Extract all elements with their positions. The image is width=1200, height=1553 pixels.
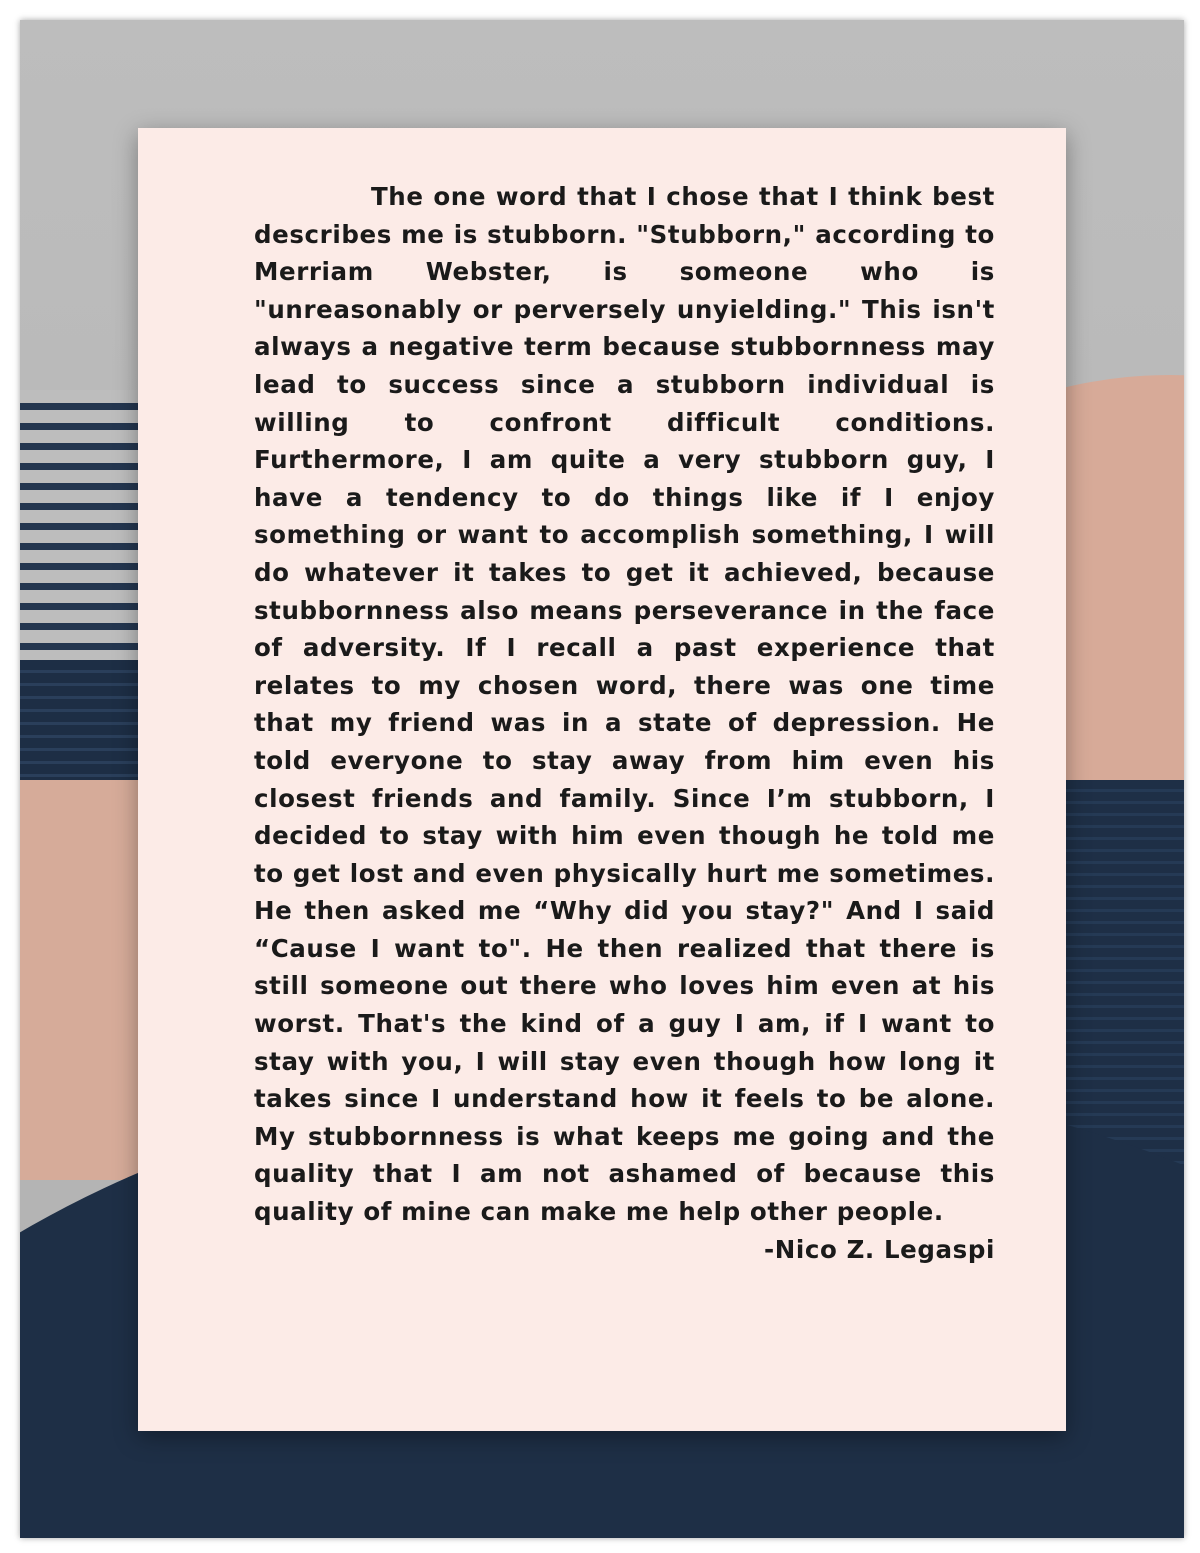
essay-signature: -Nico Z. Legaspi [764, 1234, 995, 1264]
essay-paper [138, 128, 1066, 1431]
document-frame [20, 20, 1184, 1538]
essay-body: The one word that I chose that I think best describes me is stubborn. "Stubborn," according to Merriam Webster, is someone who is "unreasonably or perversely unyielding." This isn't always a negative term because stubbornness may lead to success since a stubborn individual is willing to confront difficult conditions. Furthermore, I am quite a very stubborn guy, I have a tendency to do things like if I enjoy something or want to accomplish something, I will do whatever it takes to get it achieved, because stubbornness also means perseverance in the face of adversity. If I recall a past experience that relates to my chosen word, there was one time that my friend was in a state of depression. He told everyone to stay away from him even his closest friends and family. Since I’m stubborn, I decided to stay with him even though he told me to get lost and even physically hurt me sometimes. He then asked me “Why did you stay?" And I said “Cause I want to". He then realized that there is still someone out there who loves him even at his worst. That's the kind of a guy I am, if I want to stay with you, I will stay even though how long it takes since I understand how it feels to be alone. My stubbornness is what keeps me going and the quality that I am not ashamed of because this quality of mine can make me help other people. [254, 182, 995, 1227]
